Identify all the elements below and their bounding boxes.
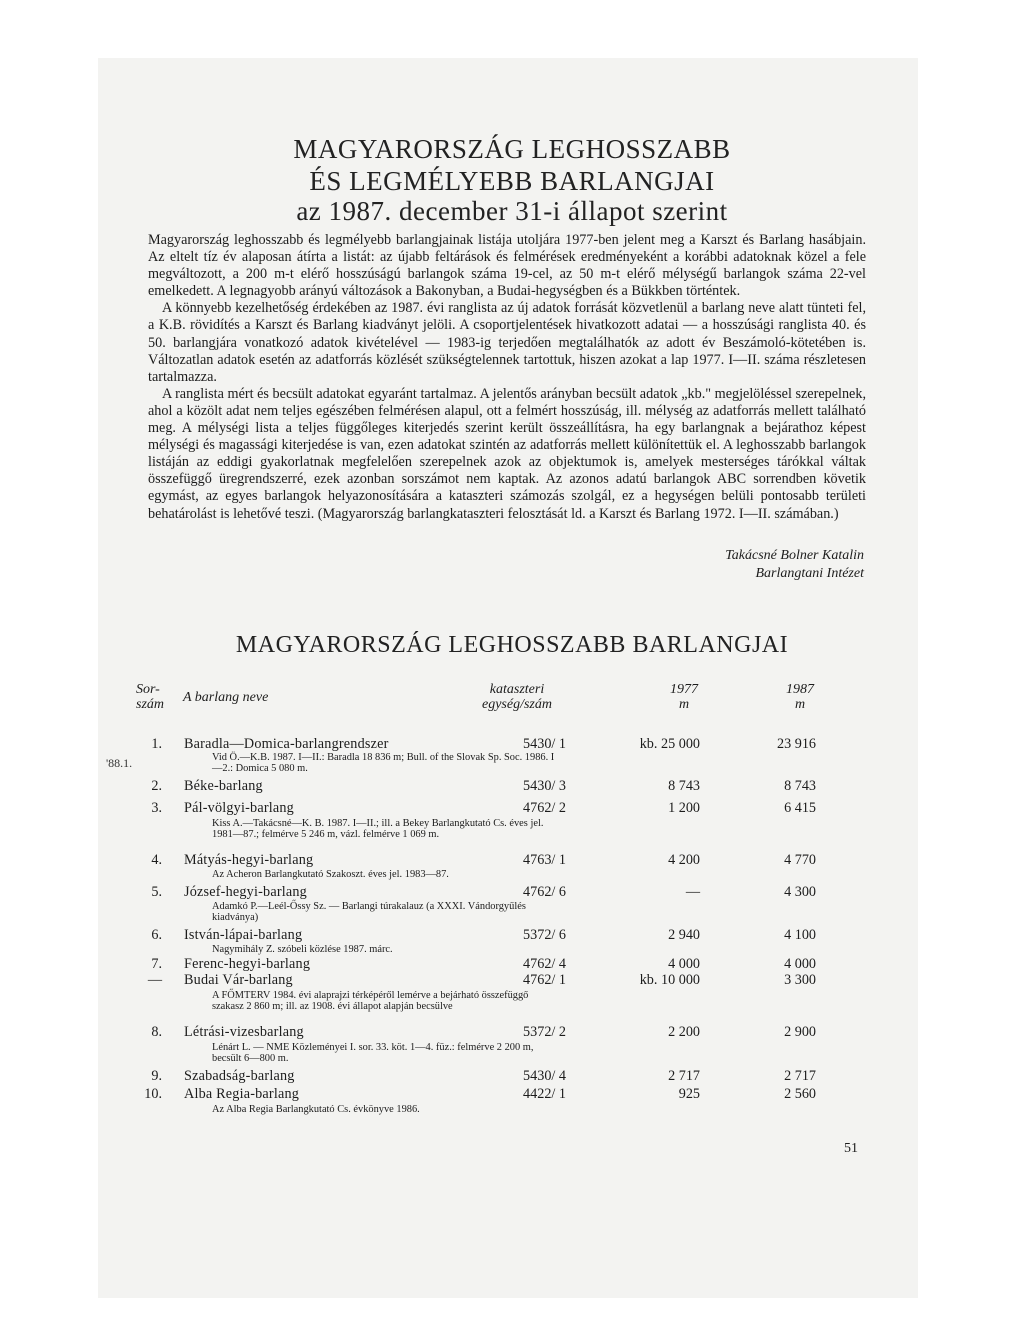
row-1977: 925 [678,1086,700,1102]
page-title-line2: ÉS LEGMÉLYEBB BARLANGJAI [309,166,715,196]
header-sorszam-line1: Sor- [136,682,160,697]
row-name: Mátyás-hegyi-barlang [184,852,314,868]
author-institution: Barlangtani Intézet [755,566,864,581]
row-name: Létrási-vizesbarlang [184,1024,304,1040]
row-source-note: Kiss A.—Takácsné—K. B. 1987. I—II.; ill. a Bekey Barlangkutató Cs. éves jel. 1981—87.; felmérve 5 246 m, vázl. felmérve 1 069 m. [212,818,544,841]
header-kataszteri-line2: egység/szám [482,697,552,712]
row-1987: 4 300 [784,884,816,900]
row-number: 10. [144,1086,162,1102]
row-kataszteri: 5372/ 6 [523,927,566,943]
header-name: A barlang neve [183,690,269,705]
row-1977: 4 200 [668,852,700,868]
row-kataszteri: 5372/ 2 [523,1024,566,1040]
header-1977-line2: m [678,697,690,712]
handwritten-margin-note: '88.1. [106,756,133,770]
row-name: Alba Regia-barlang [184,1086,300,1102]
header-1987-line2: m [794,697,806,712]
row-1977: 8 743 [668,778,700,794]
header-1987 [786,682,814,712]
row-number: 7. [151,956,162,972]
row-1987: 2 900 [784,1024,816,1040]
row-kataszteri: 4762/ 4 [523,956,566,972]
row-1987: 4 770 [784,852,816,868]
row-name: Pál-völgyi-barlang [184,800,294,816]
row-1977: kb. 10 000 [639,972,700,988]
row-source-note: A FŐMTERV 1984. évi alaprajzi térképéről lemérve a bejárható összefüggő szakasz 2 860 m; ill. az 1908. évi állapot alapján becsülve [212,990,529,1013]
row-1987: 8 743 [784,778,816,794]
row-1987: 2 717 [784,1068,816,1084]
row-number: 6. [151,927,162,943]
row-kataszteri: 4422/ 1 [523,1086,566,1102]
row-number: 1. [151,736,162,752]
header-1987-line1: 1987 [786,682,814,697]
row-1977: 2 200 [668,1024,700,1040]
page-title-line1: MAGYARORSZÁG LEGHOSSZABB [293,134,731,164]
intro-paragraph-3: A ranglista mért és becsült adatokat egyaránt tartalmaz. A jelentős arányban becsült adatok „kb." megjelöléssel szerepelnek, ahol a közölt adat nem teljes egészében felmérésen alapul, ott a felmért hosszúság, ill. mélység az adatforrás mellett található meg. A mélységi lista a teljes függőleges kiterjedés szerint került összeállításra, ha egy barlangnak a bejárathoz képest mélységi és magassági kiterjedése is van, ezen adatokat szintén az adatforrás mellett különítettük el. A leghosszabb barlangok listáján az eddigi gyakorlatnak megfelelően szerepelnek azok az objektumok is, amelyek mesterséges tárókkal váltak összefüggő üregrendszerré, ezek azonban sorszámot nem kaptak. Az azonos adatú barlangok ABC sorrendben követik egymást, az egyes barlangok helyazonosítására a kataszteri számozás szolgál, ez a hegységen belüli pontosabb területi behatárolást is lehetővé teszi. (Magyarország barlangkataszteri felosztását ld. a Karszt és Barlang 1972. I—II. számában.) [148,385,866,522]
row-1977: 2 717 [668,1068,700,1084]
row-kataszteri: 4762/ 2 [523,800,566,816]
header-1977 [670,682,698,712]
row-1977: 4 000 [668,956,700,972]
row-number: 8. [151,1024,162,1040]
header-kataszteri [482,682,552,712]
row-source-note: Nagymihály Z. szóbeli közlése 1987. márc. [212,944,393,955]
row-1987: 3 300 [784,972,816,988]
row-kataszteri: 5430/ 4 [523,1068,566,1084]
row-number: 4. [151,852,162,868]
row-kataszteri: 5430/ 1 [523,736,566,752]
row-1977: kb. 25 000 [639,736,700,752]
row-source-note: Adamkó P.—Leél-Őssy Sz. — Barlangi túrakalauz (a XXXI. Vándorgyűlés kiadványa) [212,901,526,924]
row-name: István-lápai-barlang [184,927,303,943]
row-1977: 1 200 [668,800,700,816]
row-number: 9. [151,1068,162,1084]
row-1987: 4 100 [784,927,816,943]
header-sorszam [136,682,164,712]
row-number: 2. [151,778,162,794]
page-number: 51 [844,1141,858,1156]
header-1977-line1: 1977 [670,682,698,697]
row-number: — [147,972,162,988]
header-sorszam-line2: szám [136,697,165,712]
row-name: Baradla—Domica-barlangrendszer [184,736,389,752]
author-name: Takácsné Bolner Katalin [725,548,864,563]
row-name: Béke-barlang [184,778,263,794]
intro-text [148,232,866,523]
row-kataszteri: 4763/ 1 [523,852,566,868]
row-name: József-hegyi-barlang [184,884,307,900]
row-source-note: Az Acheron Barlangkutató Szakoszt. éves jel. 1983—87. [212,869,449,880]
row-number: 3. [151,800,162,816]
header-kataszteri-line1: kataszteri [489,682,545,697]
row-number: 5. [151,884,162,900]
row-source-note: Lénárt L. — NME Közleményei I. sor. 33. köt. 1—4. füz.: felmérve 2 200 m, becsült 6—800 m. [212,1042,534,1065]
row-1987: 6 415 [784,800,816,816]
row-source-note: Vid Ö.—K.B. 1987. I—II.: Baradla 18 836 m; Bull. of the Slovak Sp. Soc. 1986. I—2.: Domica 5 080 m. [212,752,555,775]
intro-paragraph-1: Magyarország leghosszabb és legmélyebb barlangjainak listája utoljára 1977-ben jelent meg a Karszt és Barlang hasábjain. Az eltelt tíz év alaposan átírta a listát: az újabb feltárások és felmérések eredményeként a korábbi adatoknak közel a fele megváltozott, a 200 m-t elérő hosszúságú barlangok száma 19-cel, az 50 m-t elérő mélységű barlangok száma 22-vel emelkedett. A legnagyobb arányú változások a Bakonyban, a Budai-hegységben és a Bükkben történtek. [148,232,866,300]
row-1977: 2 940 [668,927,700,943]
row-1987: 23 916 [776,736,816,752]
row-kataszteri: 4762/ 1 [523,972,566,988]
row-1987: 2 560 [784,1086,816,1102]
row-kataszteri: 4762/ 6 [523,884,566,900]
page-subtitle: az 1987. december 31-i állapot szerint [296,196,728,226]
row-name: Ferenc-hegyi-barlang [184,956,311,972]
row-kataszteri: 5430/ 3 [523,778,566,794]
row-1977: — [685,884,700,900]
row-name: Budai Vár-barlang [184,972,293,988]
row-1987: 4 000 [784,956,816,972]
intro-paragraph-2: A könnyebb kezelhetőség érdekében az 1987. évi ranglista az új adatok forrását közvetlenül a barlang neve alatt tünteti fel, a K.B. rövidítés a Karszt és Barlang kiadványt jelöli. A csoportjelentések hivatkozott adatai — a hosszúsági ranglista 40. és 50. barlangjára vonatkozó adatok kivételével — 1983-ig terjedően megtalálhatók az adott év Beszámoló-kötetében is. Változatlan adatok esetén az adatforrás közlését szükségtelennek tartottuk, hiszen azokat a lap 1977. I—II. száma részletesen tartalmazza. [148,300,866,385]
table-title: MAGYARORSZÁG LEGHOSSZABB BARLANGJAI [235,632,789,658]
row-source-note: Az Alba Regia Barlangkutató Cs. évkönyve 1986. [212,1104,420,1115]
row-name: Szabadság-barlang [184,1068,295,1084]
